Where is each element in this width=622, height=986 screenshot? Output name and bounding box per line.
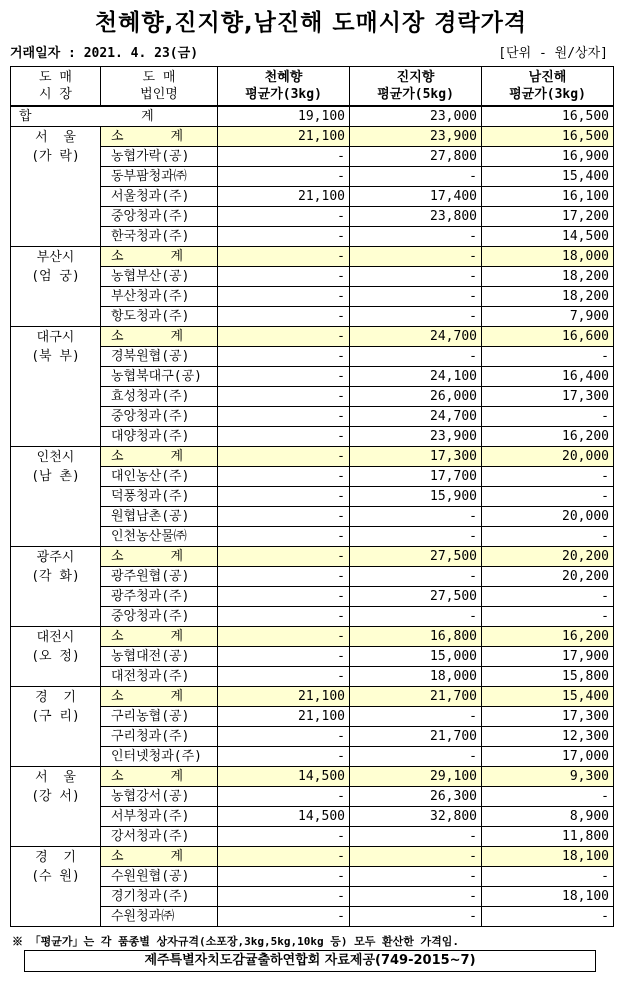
corp-name: 경북원협(공) <box>101 347 218 367</box>
table-row <box>11 647 614 667</box>
corp-name: 대양청과(주) <box>101 427 218 447</box>
corp-name: 항도청과(주) <box>101 307 218 327</box>
price-value-2: - <box>350 867 482 887</box>
price-value-3: 15,400 <box>482 167 614 187</box>
table-row <box>11 867 614 887</box>
corp-name: 광주원협(공) <box>101 567 218 587</box>
corp-name: 덕풍청과(주) <box>101 487 218 507</box>
corp-name: 소 계 <box>101 847 218 867</box>
price-value-1: 21,100 <box>218 187 350 207</box>
price-value-3: 16,400 <box>482 367 614 387</box>
subtotal-row <box>11 687 614 707</box>
price-value-1: 21,100 <box>218 707 350 727</box>
trade-date: 거래일자 : 2021. 4. 23(금) <box>10 46 199 61</box>
total-value-3: 16,500 <box>482 106 614 127</box>
corp-name: 소 계 <box>101 687 218 707</box>
price-value-3: 20,000 <box>482 507 614 527</box>
price-value-2: 15,000 <box>350 647 482 667</box>
subtotal-row <box>11 247 614 267</box>
table-row <box>11 727 614 747</box>
price-value-2: 24,700 <box>350 327 482 347</box>
price-value-3: - <box>482 607 614 627</box>
price-value-1: - <box>218 627 350 647</box>
price-value-1: - <box>218 787 350 807</box>
market-name: 서 울 (강 서) <box>11 767 101 847</box>
table-row <box>11 147 614 167</box>
price-value-3: 11,800 <box>482 827 614 847</box>
price-value-2: 21,700 <box>350 727 482 747</box>
table-row <box>11 707 614 727</box>
price-value-3: - <box>482 527 614 547</box>
table-row <box>11 187 614 207</box>
price-value-1: - <box>218 487 350 507</box>
price-value-3: - <box>482 407 614 427</box>
price-value-1: - <box>218 227 350 247</box>
corp-name: 소 계 <box>101 547 218 567</box>
price-value-1: - <box>218 547 350 567</box>
header-cheonhyehyang: 천혜향 평균가(3kg) <box>218 67 350 107</box>
corp-name: 서부청과(주) <box>101 807 218 827</box>
price-value-1: - <box>218 447 350 467</box>
price-value-3: 16,200 <box>482 627 614 647</box>
corp-name: 효성청과(주) <box>101 387 218 407</box>
corp-name: 소 계 <box>101 767 218 787</box>
price-value-1: - <box>218 207 350 227</box>
price-table <box>10 66 614 927</box>
table-row <box>11 167 614 187</box>
table-row <box>11 467 614 487</box>
price-value-3: 17,900 <box>482 647 614 667</box>
price-value-1: - <box>218 407 350 427</box>
price-value-1: - <box>218 847 350 867</box>
price-value-1: - <box>218 587 350 607</box>
market-name: 인천시 (남 촌) <box>11 447 101 547</box>
price-value-1: - <box>218 267 350 287</box>
corp-name: 중앙청과(주) <box>101 407 218 427</box>
header-market: 도 매 시 장 <box>11 67 101 107</box>
price-value-2: 27,500 <box>350 547 482 567</box>
price-value-2: 24,700 <box>350 407 482 427</box>
corp-name: 구리농협(공) <box>101 707 218 727</box>
total-label: 합 계 <box>11 106 218 127</box>
price-value-1: - <box>218 667 350 687</box>
subtotal-row <box>11 847 614 867</box>
table-row <box>11 367 614 387</box>
price-value-3: 8,900 <box>482 807 614 827</box>
table-row <box>11 567 614 587</box>
price-value-3: 12,300 <box>482 727 614 747</box>
table-row <box>11 787 614 807</box>
price-value-3: 17,300 <box>482 387 614 407</box>
corp-name: 소 계 <box>101 627 218 647</box>
corp-name: 강서청과(주) <box>101 827 218 847</box>
table-row <box>11 487 614 507</box>
price-value-3: 17,200 <box>482 207 614 227</box>
market-name: 대전시 (오 정) <box>11 627 101 687</box>
price-value-2: 27,800 <box>350 147 482 167</box>
table-row <box>11 587 614 607</box>
price-value-1: - <box>218 467 350 487</box>
price-value-3: - <box>482 907 614 927</box>
price-value-3: 18,200 <box>482 287 614 307</box>
price-value-3: 16,200 <box>482 427 614 447</box>
price-value-2: - <box>350 847 482 867</box>
price-value-2: - <box>350 507 482 527</box>
price-value-2: 23,900 <box>350 127 482 147</box>
corp-name: 인천농산물㈜ <box>101 527 218 547</box>
table-row <box>11 747 614 767</box>
price-value-2: 17,700 <box>350 467 482 487</box>
price-value-2: - <box>350 607 482 627</box>
corp-name: 농협대전(공) <box>101 647 218 667</box>
price-value-1: - <box>218 607 350 627</box>
table-row <box>11 287 614 307</box>
price-value-2: - <box>350 307 482 327</box>
price-value-2: 27,500 <box>350 587 482 607</box>
price-value-1: - <box>218 567 350 587</box>
price-value-3: 16,500 <box>482 127 614 147</box>
total-row <box>11 106 614 127</box>
price-value-2: - <box>350 347 482 367</box>
corp-name: 소 계 <box>101 447 218 467</box>
subtotal-row <box>11 627 614 647</box>
market-name: 경 기 (수 원) <box>11 847 101 927</box>
corp-name: 대인농산(주) <box>101 467 218 487</box>
price-value-1: - <box>218 867 350 887</box>
corp-name: 경기청과(주) <box>101 887 218 907</box>
corp-name: 광주청과(주) <box>101 587 218 607</box>
price-value-2: 17,300 <box>350 447 482 467</box>
price-value-2: - <box>350 267 482 287</box>
price-value-3: - <box>482 467 614 487</box>
header-jinjihyang: 진지향 평균가(5kg) <box>350 67 482 107</box>
table-row <box>11 407 614 427</box>
corp-name: 수원청과㈜ <box>101 907 218 927</box>
price-value-3: - <box>482 587 614 607</box>
price-value-1: - <box>218 167 350 187</box>
price-value-2: 23,900 <box>350 427 482 447</box>
price-value-2: 21,700 <box>350 687 482 707</box>
table-row <box>11 267 614 287</box>
market-name: 광주시 (각 화) <box>11 547 101 627</box>
price-value-3: 18,000 <box>482 247 614 267</box>
price-value-3: 15,800 <box>482 667 614 687</box>
price-value-2: 26,300 <box>350 787 482 807</box>
table-row <box>11 827 614 847</box>
table-row <box>11 307 614 327</box>
price-value-2: - <box>350 747 482 767</box>
price-value-1: - <box>218 347 350 367</box>
table-row <box>11 887 614 907</box>
price-value-2: - <box>350 907 482 927</box>
market-name: 경 기 (구 리) <box>11 687 101 767</box>
subtotal-row <box>11 547 614 567</box>
price-value-2: - <box>350 887 482 907</box>
footnote: ※ 「평균가」는 각 품종별 상자규격(소포장,3kg,5kg,10kg 등) 모두 환산한 가격임. <box>12 935 459 948</box>
price-value-1: - <box>218 287 350 307</box>
corp-name: 소 계 <box>101 247 218 267</box>
corp-name: 농협가락(공) <box>101 147 218 167</box>
header-namjinhae: 남진해 평균가(3kg) <box>482 67 614 107</box>
price-value-3: 15,400 <box>482 687 614 707</box>
price-value-3: - <box>482 487 614 507</box>
price-value-2: 24,100 <box>350 367 482 387</box>
price-value-2: 23,800 <box>350 207 482 227</box>
subtotal-row <box>11 127 614 147</box>
price-value-1: - <box>218 147 350 167</box>
corp-name: 구리청과(주) <box>101 727 218 747</box>
table-row <box>11 507 614 527</box>
price-value-2: - <box>350 247 482 267</box>
corp-name: 농협부산(공) <box>101 267 218 287</box>
subtotal-row <box>11 327 614 347</box>
corp-name: 인터넷청과(주) <box>101 747 218 767</box>
price-value-2: 18,000 <box>350 667 482 687</box>
price-value-2: 29,100 <box>350 767 482 787</box>
table-row <box>11 907 614 927</box>
corp-name: 소 계 <box>101 127 218 147</box>
price-value-3: - <box>482 867 614 887</box>
price-value-3: 17,000 <box>482 747 614 767</box>
price-value-3: 16,600 <box>482 327 614 347</box>
price-value-3: 20,200 <box>482 567 614 587</box>
price-value-1: - <box>218 387 350 407</box>
price-value-1: - <box>218 887 350 907</box>
price-value-1: - <box>218 367 350 387</box>
price-value-1: 21,100 <box>218 687 350 707</box>
corp-name: 원협남촌(공) <box>101 507 218 527</box>
price-value-2: - <box>350 527 482 547</box>
subtotal-row <box>11 447 614 467</box>
price-value-1: - <box>218 907 350 927</box>
market-name: 서 울 (가 락) <box>11 127 101 247</box>
table-row <box>11 807 614 827</box>
table-row <box>11 607 614 627</box>
price-value-1: - <box>218 827 350 847</box>
price-value-1: 14,500 <box>218 807 350 827</box>
unit-label: [단위 - 원/상자] <box>498 46 608 61</box>
price-value-1: - <box>218 527 350 547</box>
total-value-1: 19,100 <box>218 106 350 127</box>
price-value-1: - <box>218 327 350 347</box>
corp-name: 한국청과(주) <box>101 227 218 247</box>
price-value-1: - <box>218 247 350 267</box>
price-value-3: 20,200 <box>482 547 614 567</box>
price-value-2: - <box>350 227 482 247</box>
corp-name: 수원원협(공) <box>101 867 218 887</box>
corp-name: 대전청과(주) <box>101 667 218 687</box>
price-value-3: - <box>482 347 614 367</box>
table-row <box>11 207 614 227</box>
price-value-3: 18,100 <box>482 847 614 867</box>
price-value-3: 9,300 <box>482 767 614 787</box>
table-row <box>11 427 614 447</box>
price-value-1: - <box>218 647 350 667</box>
header-corp: 도 매 법인명 <box>101 67 218 107</box>
price-value-2: - <box>350 287 482 307</box>
subtotal-row <box>11 767 614 787</box>
total-value-2: 23,000 <box>350 106 482 127</box>
price-value-1: 14,500 <box>218 767 350 787</box>
page-title: 천혜향,진지향,남진해 도매시장 경락가격 <box>94 10 528 36</box>
corp-name: 서울청과(주) <box>101 187 218 207</box>
price-value-3: 16,900 <box>482 147 614 167</box>
price-value-3: 18,200 <box>482 267 614 287</box>
price-value-1: 21,100 <box>218 127 350 147</box>
price-value-3: 7,900 <box>482 307 614 327</box>
corp-name: 동부팜청과㈜ <box>101 167 218 187</box>
price-value-2: 26,000 <box>350 387 482 407</box>
price-value-1: - <box>218 307 350 327</box>
price-value-1: - <box>218 427 350 447</box>
price-value-2: 15,900 <box>350 487 482 507</box>
price-value-2: - <box>350 167 482 187</box>
corp-name: 중앙청과(주) <box>101 207 218 227</box>
price-value-2: 17,400 <box>350 187 482 207</box>
corp-name: 농협강서(공) <box>101 787 218 807</box>
market-name: 부산시 (엄 궁) <box>11 247 101 327</box>
table-row <box>11 347 614 367</box>
corp-name: 중앙청과(주) <box>101 607 218 627</box>
market-name: 대구시 (북 부) <box>11 327 101 447</box>
price-value-1: - <box>218 507 350 527</box>
price-value-2: - <box>350 567 482 587</box>
price-value-1: - <box>218 747 350 767</box>
corp-name: 부산청과(주) <box>101 287 218 307</box>
price-value-2: 32,800 <box>350 807 482 827</box>
source-credit: 제주특별자치도감귤출하연합회 자료제공(749-2015~7) <box>24 950 596 972</box>
price-value-1: - <box>218 727 350 747</box>
price-value-2: - <box>350 707 482 727</box>
corp-name: 소 계 <box>101 327 218 347</box>
price-value-3: 20,000 <box>482 447 614 467</box>
price-value-3: 16,100 <box>482 187 614 207</box>
price-value-3: 14,500 <box>482 227 614 247</box>
table-row <box>11 227 614 247</box>
price-value-3: - <box>482 787 614 807</box>
price-value-2: 16,800 <box>350 627 482 647</box>
table-row <box>11 667 614 687</box>
table-row <box>11 387 614 407</box>
table-row <box>11 527 614 547</box>
price-value-3: 18,100 <box>482 887 614 907</box>
corp-name: 농협북대구(공) <box>101 367 218 387</box>
price-value-2: - <box>350 827 482 847</box>
price-value-3: 17,300 <box>482 707 614 727</box>
